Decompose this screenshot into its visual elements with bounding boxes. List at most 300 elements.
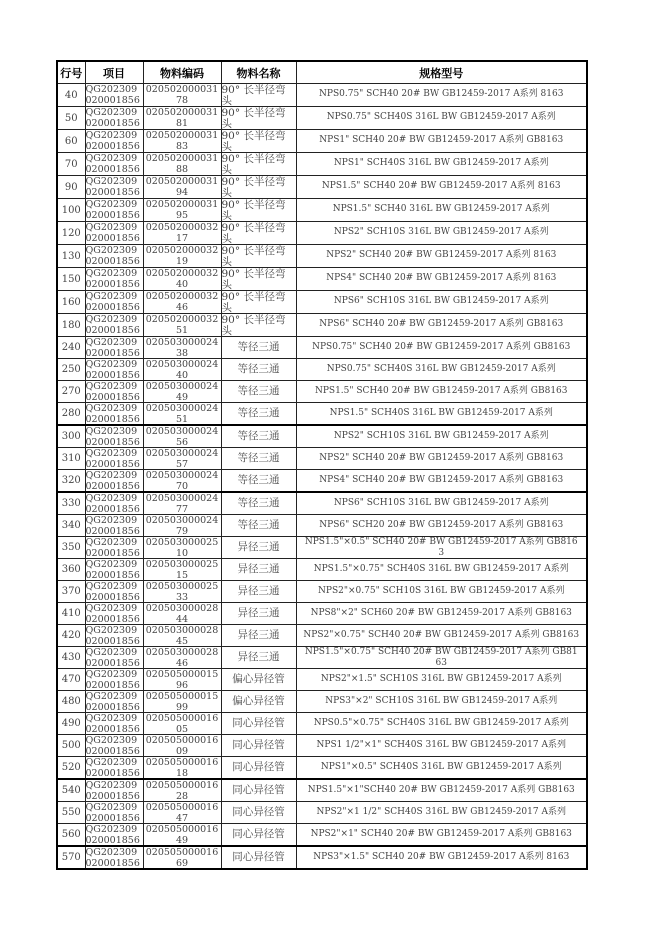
material-code-cell-text: 02050300002477 <box>145 493 219 514</box>
spec-cell-text: NPS1.5" SCH40 20# BW GB12459-2017 A系列 GB8163 <box>314 386 568 396</box>
material-code-cell[interactable] <box>143 492 221 515</box>
project-cell-text: QG202309020001856 <box>85 581 140 602</box>
material-name-cell[interactable] <box>221 130 296 153</box>
material-name-cell-text: 等径三通 <box>237 519 280 531</box>
material-name-cell[interactable] <box>221 603 296 625</box>
line-no-cell[interactable] <box>57 403 85 426</box>
table-row <box>57 176 587 199</box>
line-no-cell-text: 160 <box>61 296 81 308</box>
material-code-cell[interactable] <box>143 846 221 869</box>
project-cell-text: QG202309020001856 <box>85 176 140 197</box>
project-cell[interactable] <box>85 337 143 359</box>
project-cell[interactable] <box>85 403 143 426</box>
project-cell-text: QG202309020001856 <box>85 245 140 266</box>
material-name-cell-text: 异径三通 <box>237 629 280 641</box>
project-cell[interactable] <box>85 846 143 869</box>
project-cell[interactable] <box>85 176 143 199</box>
material-code-cell-text: 02050500001618 <box>145 757 219 778</box>
table-row <box>57 515 587 537</box>
project-cell-text: QG202309020001856 <box>85 337 140 358</box>
line-no-cell[interactable] <box>57 470 85 493</box>
material-code-cell[interactable] <box>143 802 221 824</box>
project-cell-text: QG202309020001856 <box>85 691 140 712</box>
material-name-cell[interactable] <box>221 735 296 757</box>
project-cell-text: QG202309020001856 <box>85 130 140 151</box>
line-no-cell[interactable] <box>57 537 85 559</box>
material-name-cell[interactable] <box>221 84 296 107</box>
table-row <box>57 245 587 268</box>
material-code-cell[interactable] <box>143 245 221 268</box>
project-cell[interactable] <box>85 691 143 713</box>
material-code-cell[interactable] <box>143 824 221 847</box>
material-name-cell-text: 等径三通 <box>237 407 280 419</box>
material-name-cell[interactable] <box>221 107 296 130</box>
material-code-cell[interactable] <box>143 757 221 780</box>
spec-cell-text: NPS8"×2" SCH60 20# BW GB12459-2017 A系列 GB8163 <box>310 608 572 618</box>
spec-cell[interactable] <box>296 625 587 647</box>
spec-cell[interactable] <box>296 291 587 314</box>
spec-cell[interactable] <box>296 381 587 403</box>
material-code-cell[interactable] <box>143 84 221 107</box>
project-cell[interactable] <box>85 84 143 107</box>
material-name-cell-text: 同心异径管 <box>232 739 285 751</box>
material-code-cell[interactable] <box>143 603 221 625</box>
project-cell-text: QG202309020001856 <box>85 381 140 402</box>
project-cell-text: QG202309020001856 <box>85 625 140 646</box>
spec-cell[interactable] <box>296 176 587 199</box>
line-no-cell[interactable] <box>57 802 85 824</box>
material-code-cell[interactable] <box>143 337 221 359</box>
material-name-cell[interactable] <box>221 647 296 669</box>
material-name-cell[interactable] <box>221 291 296 314</box>
project-cell[interactable] <box>85 425 143 448</box>
project-cell[interactable] <box>85 625 143 647</box>
material-name-cell[interactable] <box>221 802 296 824</box>
project-cell-text: QG202309020001856 <box>85 291 140 312</box>
material-name-cell[interactable] <box>221 245 296 268</box>
spec-cell[interactable] <box>296 314 587 337</box>
spec-cell[interactable] <box>296 268 587 291</box>
project-cell[interactable] <box>85 291 143 314</box>
project-cell[interactable] <box>85 713 143 735</box>
line-no-cell-text: 550 <box>61 807 81 818</box>
line-no-cell[interactable] <box>57 176 85 199</box>
material-name-cell[interactable] <box>221 448 296 470</box>
material-name-cell-text: 异径三通 <box>237 607 280 619</box>
material-name-cell[interactable] <box>221 176 296 199</box>
material-name-cell[interactable] <box>221 757 296 780</box>
material-name-cell[interactable] <box>221 199 296 222</box>
project-cell[interactable] <box>85 153 143 176</box>
project-cell-text: QG202309020001856 <box>85 84 140 105</box>
material-code-cell[interactable] <box>143 222 221 245</box>
material-name-cell-text: 等径三通 <box>237 363 280 375</box>
spec-cell[interactable] <box>296 647 587 669</box>
table-row <box>57 669 587 691</box>
spec-cell[interactable] <box>296 802 587 824</box>
spec-cell[interactable] <box>296 130 587 153</box>
project-cell-text: QG202309020001856 <box>85 448 140 469</box>
line-no-cell[interactable] <box>57 107 85 130</box>
material-name-cell[interactable] <box>221 669 296 691</box>
project-cell[interactable] <box>85 130 143 153</box>
table-row <box>57 625 587 647</box>
line-no-cell[interactable] <box>57 130 85 153</box>
line-no-cell[interactable] <box>57 153 85 176</box>
material-code-cell-text: 02050500001596 <box>145 669 219 690</box>
material-name-cell-text: 等径三通 <box>237 430 280 442</box>
material-code-cell[interactable] <box>143 425 221 448</box>
line-no-cell-text: 370 <box>61 586 81 597</box>
material-code-cell[interactable] <box>143 314 221 337</box>
spec-cell-text: NPS2" SCH10S 316L BW GB12459-2017 A系列 <box>333 227 549 237</box>
material-name-cell-text: 异径三通 <box>237 651 280 663</box>
material-code-cell-text: 02050300002457 <box>145 448 219 469</box>
material-name-cell[interactable] <box>221 691 296 713</box>
line-no-cell-text: 300 <box>61 431 81 442</box>
line-no-cell[interactable] <box>57 735 85 757</box>
material-code-cell-text: 02050300002515 <box>145 559 219 580</box>
material-name-cell[interactable] <box>221 470 296 493</box>
line-no-cell-text: 500 <box>61 740 81 751</box>
material-name-cell[interactable] <box>221 559 296 581</box>
line-no-cell-text: 270 <box>61 386 81 397</box>
material-code-cell-text: 02050300002845 <box>145 625 219 646</box>
material-code-cell-text: 02050200003240 <box>145 268 219 289</box>
spec-cell[interactable] <box>296 581 587 603</box>
material-name-cell[interactable] <box>221 337 296 359</box>
line-no-cell[interactable] <box>57 713 85 735</box>
project-cell-text: QG202309020001856 <box>85 107 140 128</box>
project-cell[interactable] <box>85 779 143 802</box>
spec-cell[interactable] <box>296 735 587 757</box>
project-cell-text: QG202309020001856 <box>85 780 140 801</box>
spec-cell-text: NPS1"×0.5" SCH40S 316L BW GB12459-2017 A系列 <box>320 762 562 772</box>
spec-cell[interactable] <box>296 403 587 426</box>
project-cell[interactable] <box>85 470 143 493</box>
material-name-cell-text: 同心异径管 <box>232 784 285 796</box>
project-cell[interactable] <box>85 381 143 403</box>
material-name-cell[interactable] <box>221 268 296 291</box>
material-code-cell-text: 02050300002449 <box>145 381 219 402</box>
spec-cell[interactable] <box>296 669 587 691</box>
table-row <box>57 199 587 222</box>
project-cell[interactable] <box>85 669 143 691</box>
table-row <box>57 107 587 130</box>
table-row <box>57 537 587 559</box>
material-code-cell[interactable] <box>143 448 221 470</box>
line-no-cell[interactable] <box>57 245 85 268</box>
material-name-cell[interactable] <box>221 846 296 869</box>
material-code-cell-text: 02050500001609 <box>145 735 219 756</box>
material-code-cell[interactable] <box>143 130 221 153</box>
material-name-cell-text: 90° 长半径弯头 <box>221 245 286 267</box>
spec-cell[interactable] <box>296 153 587 176</box>
spec-cell[interactable] <box>296 222 587 245</box>
spec-cell-text: NPS2" SCH40 20# BW GB12459-2017 A系列 8163 <box>326 250 557 260</box>
material-code-cell-text: 02050200003251 <box>145 314 219 335</box>
spec-cell[interactable] <box>296 713 587 735</box>
line-no-cell-text: 50 <box>64 112 78 124</box>
spec-cell[interactable] <box>296 107 587 130</box>
material-name-cell[interactable] <box>221 381 296 403</box>
project-cell-text: QG202309020001856 <box>85 153 140 174</box>
spec-cell-text: NPS2"×1.5" SCH10S 316L BW GB12459-2017 A系列 <box>320 674 562 684</box>
line-no-cell[interactable] <box>57 425 85 448</box>
header-line-no: 行号 <box>57 61 85 84</box>
line-no-cell-text: 280 <box>61 408 81 419</box>
table-row <box>57 425 587 448</box>
material-code-cell[interactable] <box>143 559 221 581</box>
material-name-cell[interactable] <box>221 581 296 603</box>
project-cell[interactable] <box>85 647 143 669</box>
project-cell[interactable] <box>85 537 143 559</box>
material-name-cell-text: 90° 长半径弯头 <box>221 107 286 129</box>
material-code-cell-text: 02050200003246 <box>145 291 219 312</box>
table-row <box>57 846 587 869</box>
material-code-cell-text: 02050500001599 <box>145 691 219 712</box>
project-cell[interactable] <box>85 359 143 381</box>
material-name-cell[interactable] <box>221 537 296 559</box>
table-row <box>57 757 587 780</box>
material-code-cell[interactable] <box>143 403 221 426</box>
project-cell-text: QG202309020001856 <box>85 713 140 734</box>
header-material-name: 物料名称 <box>221 61 296 84</box>
spec-cell[interactable] <box>296 515 587 537</box>
spec-cell-text: NPS1.5" SCH40 316L BW GB12459-2017 A系列 <box>332 204 550 214</box>
material-code-cell[interactable] <box>143 691 221 713</box>
material-code-cell[interactable] <box>143 713 221 735</box>
table-row <box>57 603 587 625</box>
material-name-cell[interactable] <box>221 153 296 176</box>
spec-cell-text: NPS2" SCH40 20# BW GB12459-2017 A系列 GB8163 <box>319 453 564 463</box>
line-no-cell[interactable] <box>57 314 85 337</box>
line-no-cell-text: 420 <box>61 630 81 641</box>
material-name-cell-text: 90° 长半径弯头 <box>221 176 286 198</box>
spec-cell-text: NPS4" SCH40 20# BW GB12459-2017 A系列 8163 <box>326 273 557 283</box>
material-name-cell-text: 同心异径管 <box>232 717 285 729</box>
project-cell[interactable] <box>85 603 143 625</box>
material-code-cell[interactable] <box>143 625 221 647</box>
material-code-cell[interactable] <box>143 153 221 176</box>
material-code-cell-text: 02050300002456 <box>145 426 219 447</box>
table-row <box>57 222 587 245</box>
line-no-cell[interactable] <box>57 359 85 381</box>
project-cell[interactable] <box>85 448 143 470</box>
material-code-cell[interactable] <box>143 669 221 691</box>
line-no-cell[interactable] <box>57 199 85 222</box>
material-code-cell-text: 02050500001628 <box>145 780 219 801</box>
spec-cell[interactable] <box>296 537 587 559</box>
spec-cell[interactable] <box>296 359 587 381</box>
project-cell[interactable] <box>85 268 143 291</box>
project-cell[interactable] <box>85 824 143 847</box>
table-row <box>57 691 587 713</box>
table-row <box>57 403 587 426</box>
table-row <box>57 381 587 403</box>
spec-cell[interactable] <box>296 846 587 869</box>
line-no-cell[interactable] <box>57 824 85 847</box>
line-no-cell[interactable] <box>57 268 85 291</box>
line-no-cell-text: 520 <box>61 762 81 773</box>
line-no-cell[interactable] <box>57 779 85 802</box>
material-code-cell[interactable] <box>143 176 221 199</box>
project-cell-text: QG202309020001856 <box>85 493 140 514</box>
project-cell[interactable] <box>85 735 143 757</box>
material-code-cell-text: 02050500001649 <box>145 824 219 845</box>
line-no-cell[interactable] <box>57 337 85 359</box>
line-no-cell[interactable] <box>57 625 85 647</box>
line-no-cell[interactable] <box>57 381 85 403</box>
line-no-cell[interactable] <box>57 757 85 780</box>
line-no-cell[interactable] <box>57 603 85 625</box>
line-no-cell-text: 470 <box>61 674 81 685</box>
line-no-cell-text: 490 <box>61 718 81 729</box>
spec-cell[interactable] <box>296 245 587 268</box>
material-name-cell[interactable] <box>221 403 296 426</box>
spec-cell-text: NPS1.5" SCH40 20# BW GB12459-2017 A系列 8163 <box>321 181 561 191</box>
material-code-cell-text: 02050200003178 <box>145 84 219 105</box>
line-no-cell[interactable] <box>57 669 85 691</box>
table-row <box>57 448 587 470</box>
material-code-cell[interactable] <box>143 647 221 669</box>
spec-cell-text: NPS4" SCH40 20# BW GB12459-2017 A系列 GB8163 <box>319 475 564 485</box>
material-code-cell[interactable] <box>143 735 221 757</box>
table-row <box>57 268 587 291</box>
table-row <box>57 291 587 314</box>
spec-cell[interactable] <box>296 757 587 780</box>
project-cell[interactable] <box>85 802 143 824</box>
spec-cell[interactable] <box>296 470 587 493</box>
spec-cell[interactable] <box>296 337 587 359</box>
table-row <box>57 779 587 802</box>
line-no-cell[interactable] <box>57 647 85 669</box>
project-cell[interactable] <box>85 107 143 130</box>
line-no-cell-text: 240 <box>61 342 81 353</box>
project-cell[interactable] <box>85 515 143 537</box>
material-name-cell[interactable] <box>221 779 296 802</box>
spec-cell-text: NPS0.75" SCH40S 316L BW GB12459-2017 A系列 <box>326 112 556 122</box>
spec-cell[interactable] <box>296 779 587 802</box>
spec-cell-text: NPS2"×0.75" SCH10S 316L BW GB12459-2017 A系列 <box>318 586 565 596</box>
material-name-cell[interactable] <box>221 625 296 647</box>
material-code-cell[interactable] <box>143 381 221 403</box>
table-row <box>57 581 587 603</box>
project-cell[interactable] <box>85 222 143 245</box>
material-code-cell[interactable] <box>143 470 221 493</box>
material-code-cell-text: 02050300002479 <box>145 515 219 536</box>
project-cell-text: QG202309020001856 <box>85 647 140 668</box>
line-no-cell-text: 100 <box>61 204 81 216</box>
spec-cell[interactable] <box>296 603 587 625</box>
spec-cell[interactable] <box>296 199 587 222</box>
spec-cell[interactable] <box>296 448 587 470</box>
line-no-cell-text: 540 <box>61 785 81 796</box>
line-no-cell[interactable] <box>57 222 85 245</box>
spec-cell-text: NPS0.75" SCH40 20# BW GB12459-2017 A系列 8163 <box>319 89 564 99</box>
table-row <box>57 314 587 337</box>
project-cell[interactable] <box>85 314 143 337</box>
material-code-cell-text: 02050200003219 <box>145 245 219 266</box>
spec-cell-text: NPS0.75" SCH40S 316L BW GB12459-2017 A系列 <box>326 364 556 374</box>
spec-cell[interactable] <box>296 824 587 847</box>
material-name-cell-text: 偏心异径管 <box>232 673 285 685</box>
material-name-cell[interactable] <box>221 425 296 448</box>
project-cell[interactable] <box>85 492 143 515</box>
spec-cell[interactable] <box>296 84 587 107</box>
spec-cell-text: NPS1.5"×0.5" SCH40 20# BW GB12459-2017 A系列 GB8163 <box>304 537 578 558</box>
material-code-cell[interactable] <box>143 268 221 291</box>
material-name-cell[interactable] <box>221 492 296 515</box>
table-row <box>57 559 587 581</box>
spec-cell[interactable] <box>296 559 587 581</box>
material-name-cell-text: 等径三通 <box>237 341 280 353</box>
material-code-cell[interactable] <box>143 107 221 130</box>
spec-cell[interactable] <box>296 425 587 448</box>
material-name-cell[interactable] <box>221 824 296 847</box>
project-cell[interactable] <box>85 559 143 581</box>
spec-cell[interactable] <box>296 691 587 713</box>
project-cell-text: QG202309020001856 <box>85 268 140 289</box>
project-cell-text: QG202309020001856 <box>85 403 140 424</box>
line-no-cell-text: 320 <box>61 475 81 486</box>
spec-cell-text: NPS2"×0.75" SCH40 20# BW GB12459-2017 A系列 GB8163 <box>303 630 580 640</box>
line-no-cell-text: 70 <box>64 158 78 170</box>
material-code-cell[interactable] <box>143 515 221 537</box>
material-code-cell[interactable] <box>143 779 221 802</box>
project-cell[interactable] <box>85 245 143 268</box>
project-cell[interactable] <box>85 581 143 603</box>
table-row <box>57 802 587 824</box>
line-no-cell-text: 570 <box>61 852 81 863</box>
material-code-cell[interactable] <box>143 581 221 603</box>
material-code-cell[interactable] <box>143 199 221 222</box>
project-cell-text: QG202309020001856 <box>85 802 140 823</box>
project-cell[interactable] <box>85 199 143 222</box>
line-no-cell[interactable] <box>57 846 85 869</box>
material-name-cell-text: 偏心异径管 <box>232 695 285 707</box>
project-cell[interactable] <box>85 757 143 780</box>
material-code-cell[interactable] <box>143 359 221 381</box>
material-name-cell[interactable] <box>221 314 296 337</box>
line-no-cell[interactable] <box>57 448 85 470</box>
project-cell-text: QG202309020001856 <box>85 847 140 868</box>
material-code-cell[interactable] <box>143 537 221 559</box>
spec-cell-text: NPS0.5"×0.75" SCH40S 316L BW GB12459-2017 A系列 <box>313 718 569 728</box>
line-no-cell[interactable] <box>57 515 85 537</box>
spec-cell-text: NPS6" SCH40 20# BW GB12459-2017 A系列 GB8163 <box>319 319 564 329</box>
material-name-cell[interactable] <box>221 713 296 735</box>
line-no-cell[interactable] <box>57 691 85 713</box>
line-no-cell[interactable] <box>57 581 85 603</box>
material-code-cell[interactable] <box>143 291 221 314</box>
table-row <box>57 713 587 735</box>
line-no-cell[interactable] <box>57 559 85 581</box>
material-name-cell[interactable] <box>221 515 296 537</box>
material-name-cell-text: 异径三通 <box>237 541 280 553</box>
line-no-cell[interactable] <box>57 492 85 515</box>
material-name-cell[interactable] <box>221 359 296 381</box>
line-no-cell-text: 60 <box>64 135 78 147</box>
spec-cell[interactable] <box>296 492 587 515</box>
line-no-cell[interactable] <box>57 291 85 314</box>
table-row <box>57 735 587 757</box>
line-no-cell[interactable] <box>57 84 85 107</box>
table-row <box>57 153 587 176</box>
material-name-cell[interactable] <box>221 222 296 245</box>
line-no-cell-text: 90 <box>64 181 78 193</box>
material-code-cell-text: 02050200003183 <box>145 130 219 151</box>
